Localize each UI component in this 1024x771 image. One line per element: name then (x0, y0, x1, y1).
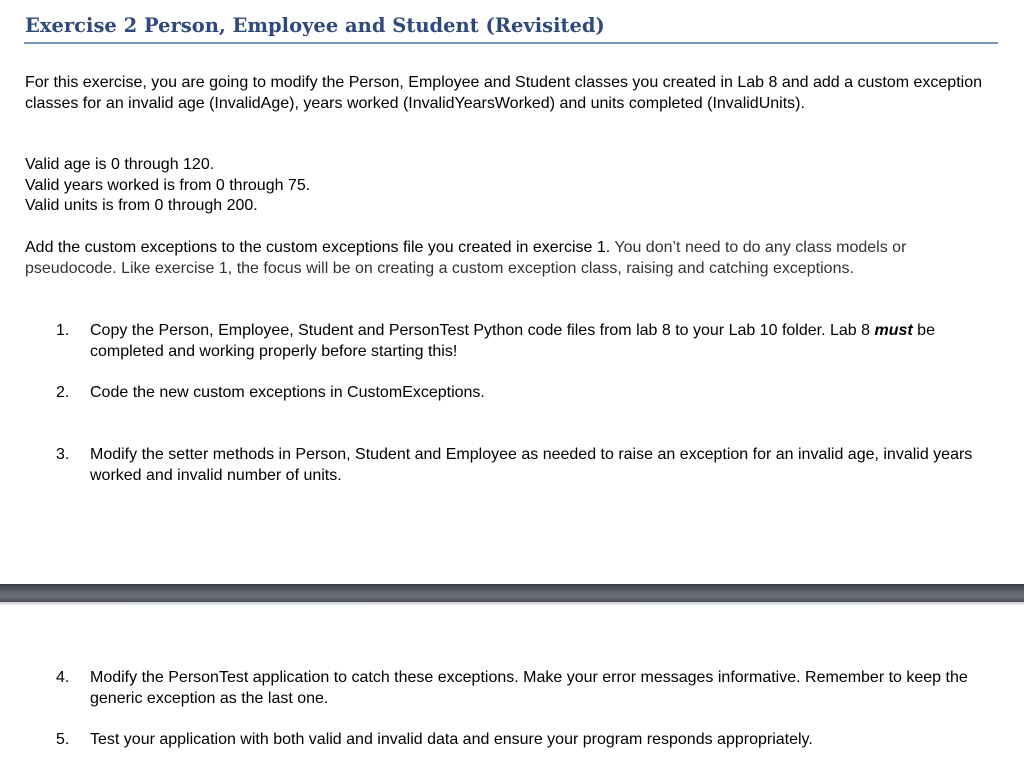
rule-units: Valid units is from 0 through 200. (25, 197, 258, 214)
add-exceptions-paragraph (25, 238, 985, 279)
step-text: Modify the setter methods in Person, Student and Employee as needed to raise an exception for an invalid age, invalid years worked and invalid number of units. (90, 446, 973, 484)
step-text: Test your application with both valid and invalid data and ensure your program responds appropriately. (90, 731, 813, 748)
add-exceptions-lead: Add the custom exceptions to the custom exceptions file you created in exercise 1. (25, 239, 615, 256)
step-number: 3. (56, 446, 70, 463)
page-break-shadow (0, 602, 1024, 606)
add-exceptions-rest: You don’t need to do any class models or pseudocode. Like exercise 1, the focus will be on creating a custom exception class, raising and catching exceptions. (25, 239, 907, 277)
rule-age: Valid age is 0 through 120. (25, 156, 215, 173)
step-text-pre: Copy the Person, Employee, Student and PersonTest Python code files from lab 8 to your Lab 10 folder. Lab 8 (90, 322, 875, 339)
step-number: 2. (56, 384, 70, 401)
heading-rule (24, 42, 998, 44)
step-text-emphasis: must (874, 322, 913, 339)
step-text-post: be completed and working properly before starting this! (90, 322, 935, 360)
step-number: 4. (56, 669, 70, 686)
step-text: Modify the PersonTest application to catch these exceptions. Make your error messages informative. Remember to keep the generic exception as the last one. (90, 669, 968, 707)
exercise-heading: Exercise 2 Person, Employee and Student (Revisited) (25, 14, 605, 37)
step-number: 5. (56, 731, 70, 748)
step-text: Code the new custom exceptions in CustomExceptions. (90, 384, 485, 401)
page-break-bar (0, 584, 1024, 602)
intro-paragraph: For this exercise, you are going to modify the Person, Employee and Student classes you created in Lab 8 and add a custom exception classes for an invalid age (InvalidAge), years worked (InvalidYearsWorked) and units completed (InvalidUnits). (25, 74, 982, 112)
step-number: 1. (56, 322, 70, 339)
rule-years: Valid years worked is from 0 through 75. (25, 177, 311, 194)
step-text (90, 321, 990, 362)
